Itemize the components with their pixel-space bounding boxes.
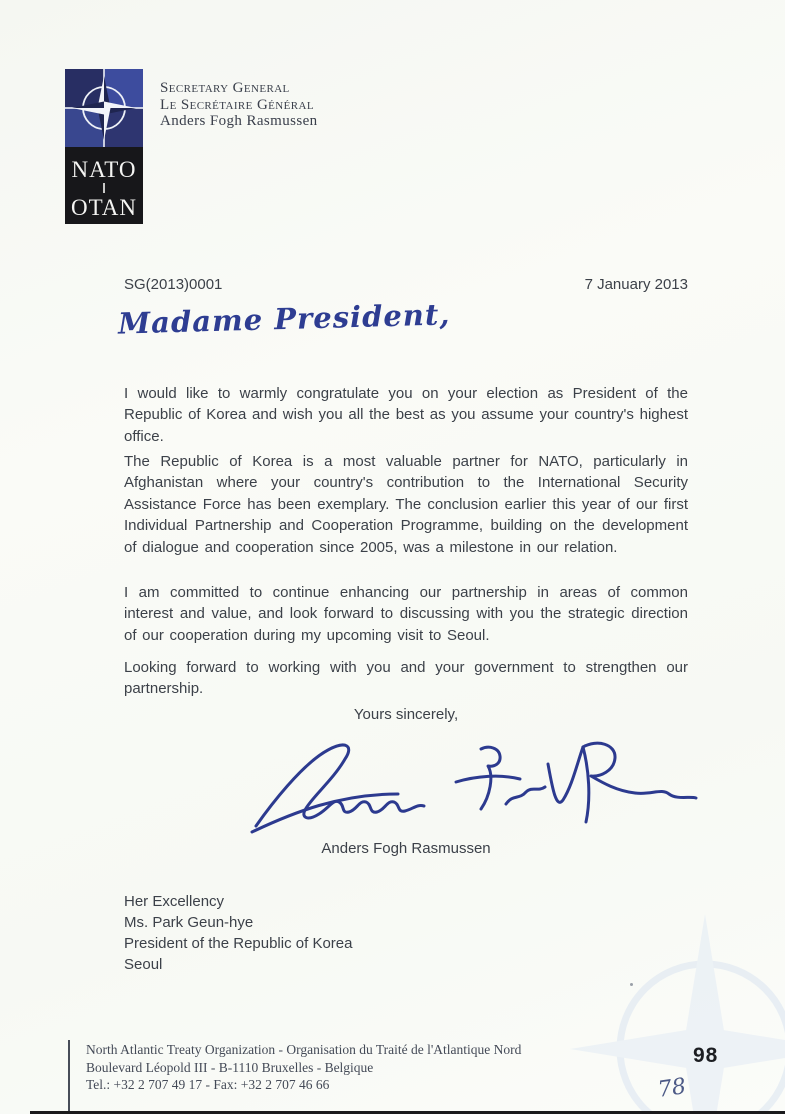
body-paragraph-3: I am committed to continue enhancing our partnership in areas of common interest and value, and look forward to discussing with you the strategic direction of our cooperation during my upcoming visit to Seoul. — [124, 584, 688, 644]
footer-street-line: Boulevard Léopold III - B-1110 Bruxelles - Belgique — [86, 1059, 374, 1075]
scan-speck — [630, 983, 633, 986]
footer-vertical-rule — [68, 1040, 70, 1114]
recipient-line-name: Ms. Park Geun-hye — [124, 914, 254, 931]
handwritten-signature — [248, 736, 700, 836]
letterhead-name: Anders Fogh Rasmussen — [160, 113, 318, 129]
reference-date-row — [124, 276, 688, 293]
signature-ink-icon — [248, 736, 700, 836]
recipient-line-honorific: Her Excellency — [124, 893, 225, 910]
recipient-line-title: President of the Republic of Korea — [124, 935, 353, 952]
logo-otan-text: OTAN — [70, 195, 138, 220]
signer-name: Anders Fogh Rasmussen — [321, 840, 491, 857]
handwritten-page-number: 78 — [656, 1074, 688, 1103]
printed-page-number: 98 — [693, 1044, 719, 1067]
handwritten-salutation: Madame President, — [117, 297, 451, 341]
recipient-line-city: Seoul — [124, 956, 163, 973]
valediction: Yours sincerely, — [353, 706, 459, 723]
nato-emblem-logo — [65, 69, 143, 224]
footer-address-block — [86, 1041, 521, 1094]
letterhead-title-en: Secretary General — [160, 80, 290, 96]
nato-compass-rose-icon — [65, 69, 143, 224]
footer-phone-line: Tel.: +32 2 707 49 17 - Fax: +32 2 707 46 66 — [86, 1077, 330, 1092]
body-paragraph-2: The Republic of Korea is a most valuable partner for NATO, particularly in Afghanistan where your country's contribution to the International Security Assistance Force has been exemplary. The conclusion earlier this year of our first Individual Partnership and Cooperation Programme, building on the development of dialogue and cooperation since 2005, was a milestone in our relation. — [124, 453, 688, 556]
recipient-address — [124, 891, 352, 975]
body-paragraph-1: I would like to warmly congratulate you on your election as President of the Republic of Korea and wish you all the best as you assume your country's highest office. — [124, 385, 688, 445]
logo-nato-text: NATO — [71, 157, 137, 182]
letterhead-block — [160, 80, 318, 130]
letter-date: 7 January 2013 — [584, 276, 688, 293]
reference-number: SG(2013)0001 — [124, 276, 223, 293]
body-paragraph-4: Looking forward to working with you and your government to strengthen our partnership. — [124, 659, 688, 698]
footer-org-line: North Atlantic Treaty Organization - Organisation du Traité de l'Atlantique Nord — [86, 1042, 522, 1057]
letterhead-title-fr: Le Secrétaire Général — [160, 96, 314, 113]
